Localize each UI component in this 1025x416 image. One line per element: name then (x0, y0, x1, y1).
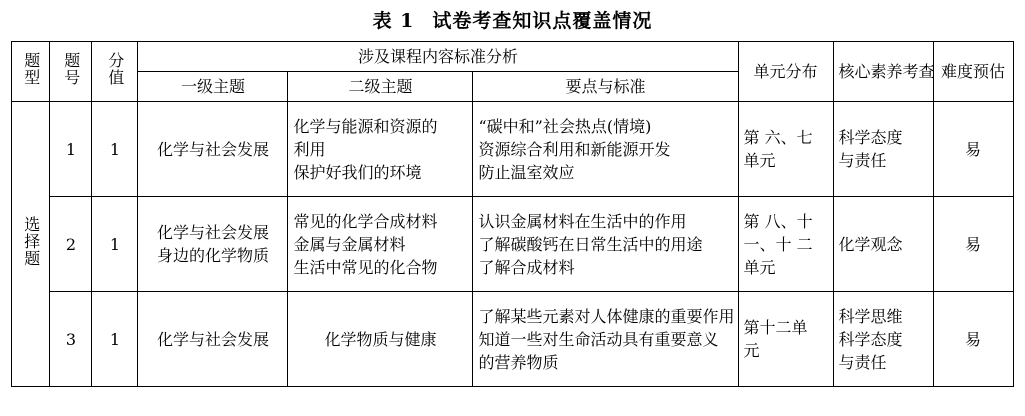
table-caption-label: 表 1 (372, 10, 415, 32)
cell-yaodian: 认识金属材料在生活中的作用 了解碳酸钙在日常生活中的用途 了解合成材料 (473, 197, 738, 292)
cell-hexin: 科学思维 科学态度 与责任 (833, 292, 933, 387)
cell-fenzhi: 1 (92, 197, 138, 292)
cell-nandu: 易 (933, 197, 1013, 292)
cell-tihao: 1 (50, 102, 92, 197)
header-hexin: 核心素养考查 (833, 42, 933, 102)
header-row-1 (12, 42, 1013, 72)
table-caption (0, 0, 1025, 41)
cell-yaodian: 了解某些元素对人体健康的重要作用 知道一些对生命活动具有重要意义 的营养物质 (473, 292, 738, 387)
cell-tihao: 3 (50, 292, 92, 387)
header-tihao: 题号 (50, 42, 92, 102)
cell-yiji: 化学与社会发展 身边的化学物质 (138, 197, 288, 292)
cell-danyuan: 第 六、七 单元 (738, 102, 833, 197)
cell-nandu: 易 (933, 102, 1013, 197)
header-erji: 二级主题 (288, 72, 473, 102)
table-header (12, 42, 1013, 102)
knowledge-coverage-table (11, 41, 1013, 387)
cell-yaodian: “碳中和”社会热点(情境) 资源综合利用和新能源开发 防止温室效应 (473, 102, 738, 197)
cell-hexin: 化学观念 (833, 197, 933, 292)
header-yaodian: 要点与标准 (473, 72, 738, 102)
table-row (12, 292, 1013, 387)
header-yiji: 一级主题 (138, 72, 288, 102)
header-standard-group: 涉及课程内容标准分析 (138, 42, 738, 72)
header-nandu: 难度预估 (933, 42, 1013, 102)
cell-danyuan: 第 八、十 一、十 二 单元 (738, 197, 833, 292)
cell-fenzhi: 1 (92, 292, 138, 387)
cell-erji: 化学物质与健康 (288, 292, 473, 387)
cell-yiji: 化学与社会发展 (138, 292, 288, 387)
cell-danyuan: 第十二单 元 (738, 292, 833, 387)
header-fenzhi: 分值 (92, 42, 138, 102)
table-body (12, 102, 1013, 387)
cell-hexin: 科学态度 与责任 (833, 102, 933, 197)
cell-fenzhi: 1 (92, 102, 138, 197)
cell-erji: 常见的化学合成材料 金属与金属材料 生活中常见的化合物 (288, 197, 473, 292)
cell-erji: 化学与能源和资源的 利用 保护好我们的环境 (288, 102, 473, 197)
table-row (12, 197, 1013, 292)
header-danyuan: 单元分布 (738, 42, 833, 102)
header-tixing: 题型 (12, 42, 50, 102)
cell-yiji: 化学与社会发展 (138, 102, 288, 197)
table-caption-text: 试卷考查知识点覆盖情况 (432, 10, 653, 32)
row-group-tixing: 选择题 (12, 102, 50, 387)
table-row (12, 102, 1013, 197)
cell-nandu: 易 (933, 292, 1013, 387)
cell-tihao: 2 (50, 197, 92, 292)
